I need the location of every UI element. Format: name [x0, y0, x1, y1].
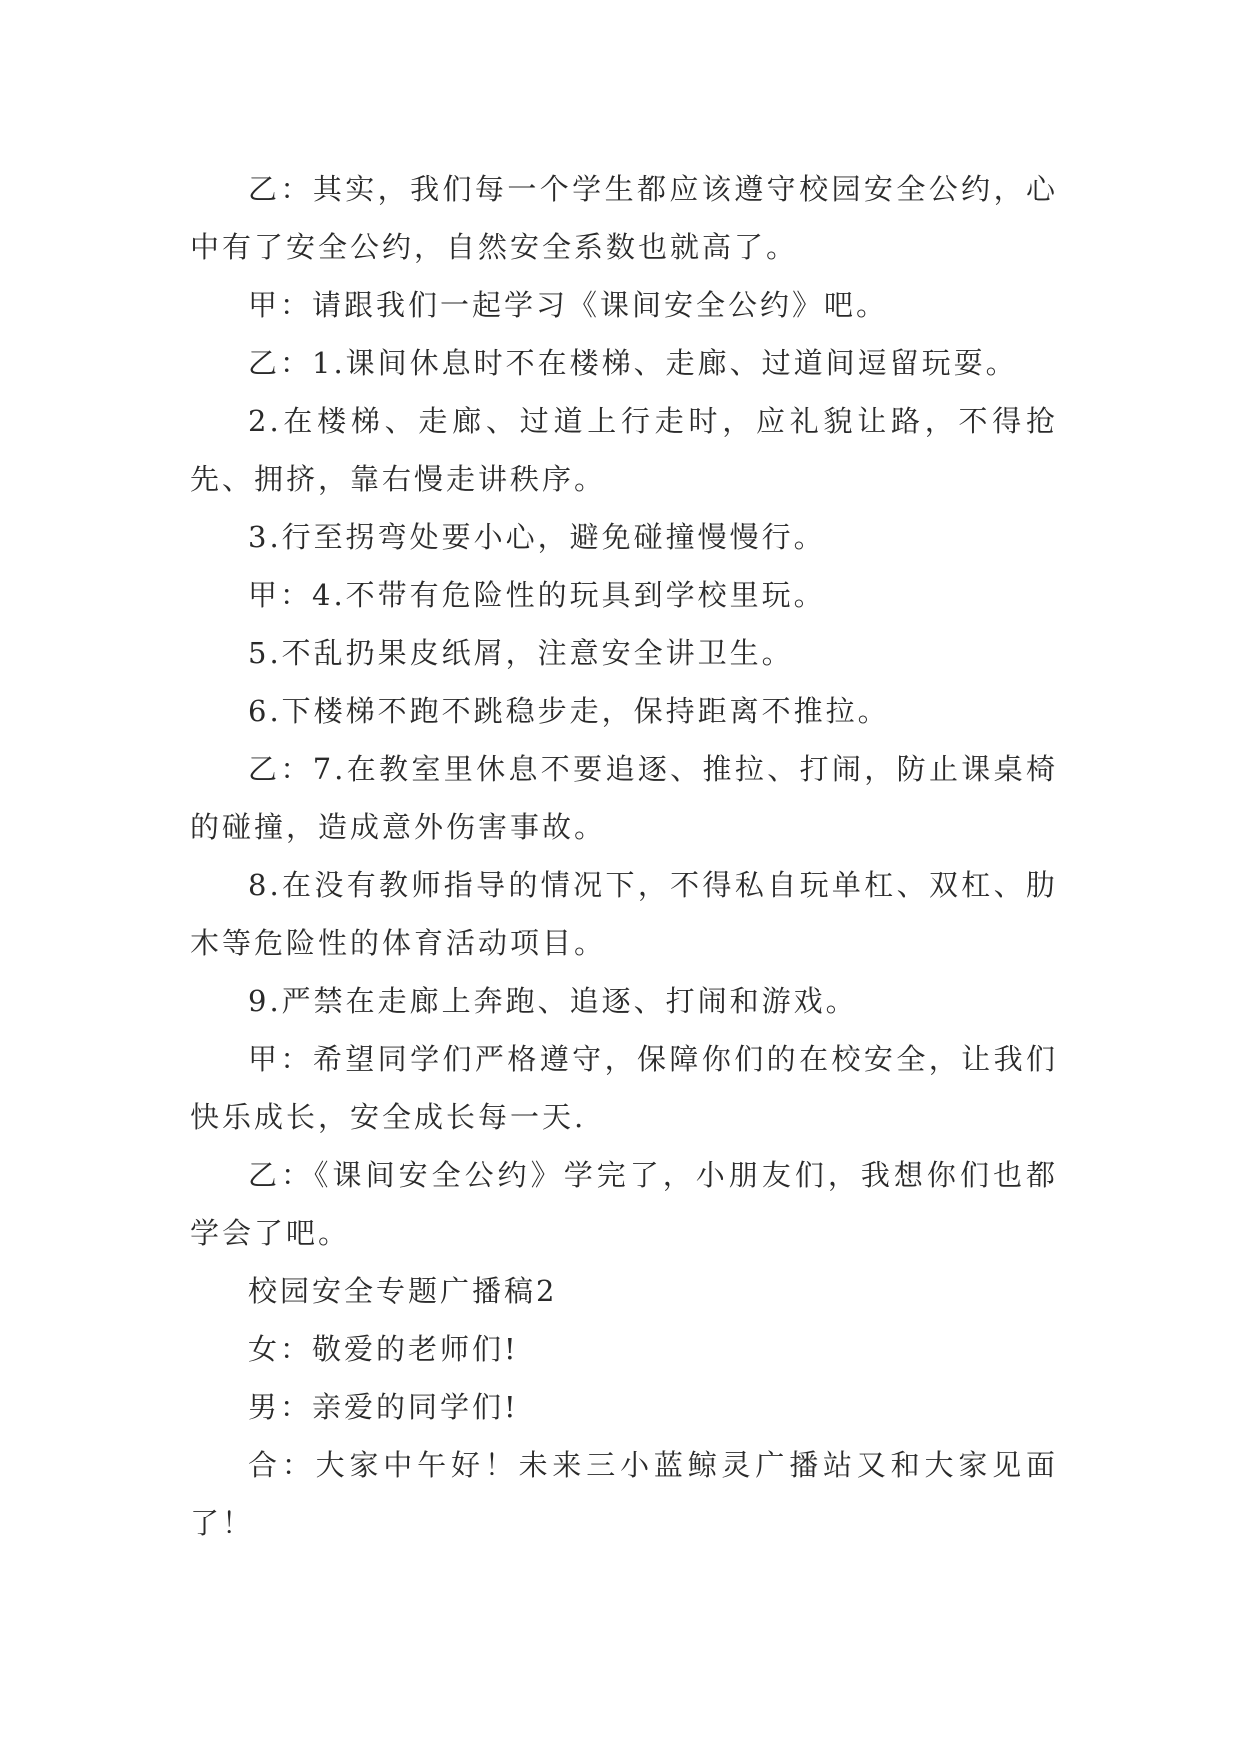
paragraph: 甲：4.不带有危险性的玩具到学校里玩。 — [248, 578, 826, 612]
paragraph: 男：亲爱的同学们! — [248, 1390, 519, 1424]
paragraph: 3.行至拐弯处要小心，避免碰撞慢慢行。 — [248, 520, 826, 554]
paragraph: 女：敬爱的老师们! — [248, 1332, 519, 1366]
paragraph: 乙：《课间安全公约》学完了，小朋友们，我想你们也都学会了吧。 — [190, 1158, 1058, 1250]
section-heading: 校园安全专题广播稿2 — [248, 1274, 558, 1308]
paragraph: 合：大家中午好！未来三小蓝鲸灵广播站又和大家见面了！ — [190, 1448, 1058, 1540]
paragraph: 8.在没有教师指导的情况下，不得私自玩单杠、双杠、肋木等危险性的体育活动项目。 — [190, 868, 1058, 960]
paragraph: 5.不乱扔果皮纸屑，注意安全讲卫生。 — [248, 636, 794, 670]
paragraph: 乙：其实，我们每一个学生都应该遵守校园安全公约，心中有了安全公约，自然安全系数也就高了。 — [190, 172, 1058, 264]
document-body — [190, 160, 1058, 1552]
paragraph: 甲：请跟我们一起学习《课间安全公约》吧。 — [248, 288, 889, 322]
paragraph: 甲：希望同学们严格遵守，保障你们的在校安全，让我们快乐成长，安全成长每一天. — [190, 1042, 1058, 1134]
paragraph: 2.在楼梯、走廊、过道上行走时，应礼貌让路，不得抢先、拥挤，靠右慢走讲秩序。 — [190, 404, 1058, 496]
paragraph: 6.下楼梯不跑不跳稳步走，保持距离不推拉。 — [248, 694, 890, 728]
paragraph: 乙：1.课间休息时不在楼梯、走廊、过道间逗留玩耍。 — [248, 346, 1018, 380]
paragraph: 9.严禁在走廊上奔跑、追逐、打闹和游戏。 — [248, 984, 858, 1018]
paragraph: 乙：7.在教室里休息不要追逐、推拉、打闹，防止课桌椅的碰撞，造成意外伤害事故。 — [190, 752, 1058, 844]
